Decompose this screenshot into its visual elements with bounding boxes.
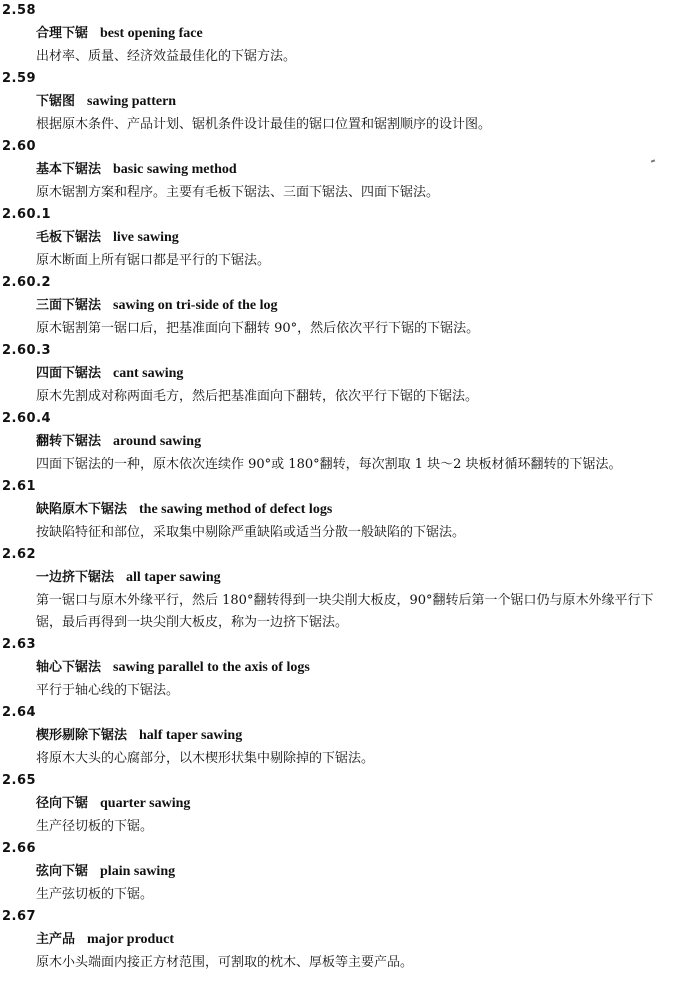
term-entry (0, 476, 678, 544)
term-chinese: 毛板下锯法 (36, 230, 102, 245)
term-definition: 平行于轴心线的下锯法。 (36, 683, 180, 698)
term-definition: 根据原木条件、产品计划、锯机条件设计最佳的锯口位置和锯割顺序的设计图。 (36, 117, 492, 132)
term-chinese: 翻转下锯法 (36, 434, 102, 449)
term-number: 2.60.1 (2, 207, 52, 222)
term-entry (0, 408, 678, 476)
term-chinese: 缺陷原木下锯法 (36, 502, 128, 517)
term-entry (0, 906, 678, 974)
term-heading (36, 294, 678, 318)
term-number: 2.60.4 (2, 411, 52, 426)
term-chinese: 一边挤下锯法 (36, 570, 115, 585)
term-heading (36, 226, 678, 250)
term-heading (36, 90, 678, 114)
term-english: half taper sawing (139, 728, 243, 743)
term-entry (0, 544, 678, 634)
term-chinese: 三面下锯法 (36, 298, 102, 313)
term-english: around sawing (113, 434, 202, 449)
term-definition: 原木小头端面内接正方材范围，可割取的枕木、厚板等主要产品。 (36, 955, 414, 970)
term-chinese: 四面下锯法 (36, 366, 102, 381)
term-heading (36, 566, 678, 590)
term-english: best opening face (100, 26, 203, 41)
term-heading (36, 362, 678, 386)
term-heading (36, 928, 678, 952)
term-english: quarter sawing (100, 796, 191, 811)
term-entry (0, 770, 678, 838)
term-number: 2.60.2 (2, 275, 52, 290)
term-heading (36, 656, 678, 680)
term-definition: 原木锯割方案和程序。主要有毛板下锯法、三面下锯法、四面下锯法。 (36, 185, 440, 200)
term-definition: 按缺陷特征和部位，采取集中剔除严重缺陷或适当分散一般缺陷的下锯法。 (36, 525, 466, 540)
term-english: sawing parallel to the axis of logs (113, 660, 310, 675)
term-number: 2.58 (2, 3, 37, 18)
term-english: major product (87, 932, 174, 947)
term-english: basic sawing method (113, 162, 237, 177)
term-definition: 原木锯割第一锯口后，把基准面向下翻转 90°，然后依次平行下锯的下锯法。 (36, 321, 480, 336)
term-number: 2.62 (2, 547, 37, 562)
term-number: 2.63 (2, 637, 37, 652)
term-definition: 原木先割成对称两面毛方，然后把基准面向下翻转，依次平行下锯的下锯法。 (36, 389, 479, 404)
term-entry (0, 0, 678, 68)
term-entry (0, 702, 678, 770)
term-heading (36, 430, 678, 454)
term-number: 2.60 (2, 139, 37, 154)
term-definition: 四面下锯法的一种，原木依次连续作 90°或 180°翻转，每次割取 1 块～2 块板材循环翻转的下锯法。 (36, 457, 622, 472)
term-english: plain sawing (100, 864, 176, 879)
term-entry (0, 136, 678, 204)
term-entry (0, 272, 678, 340)
term-heading (36, 860, 678, 884)
term-heading (36, 724, 678, 748)
term-english: cant sawing (113, 366, 184, 381)
term-chinese: 楔形剔除下锯法 (36, 728, 128, 743)
term-chinese: 弦向下锯 (36, 864, 89, 879)
term-english: sawing pattern (87, 94, 177, 109)
term-definition: 生产径切板的下锯。 (36, 819, 154, 834)
term-heading (36, 498, 678, 522)
term-number: 2.59 (2, 71, 37, 86)
term-entry (0, 634, 678, 702)
term-entry (0, 204, 678, 272)
term-number: 2.65 (2, 773, 37, 788)
term-definition: 第一锯口与原木外缘平行，然后 180°翻转得到一块尖削大板皮，90°翻转后第一个锯口仍与原木外缘平行下锯，最后再得到一块尖削大板皮，称为一边挤下锯法。 (36, 593, 654, 630)
term-definition: 原木断面上所有锯口都是平行的下锯法。 (36, 253, 271, 268)
term-chinese: 合理下锯 (36, 26, 89, 41)
term-entry (0, 838, 678, 906)
term-number: 2.61 (2, 479, 37, 494)
term-chinese: 轴心下锯法 (36, 660, 102, 675)
term-definition: 生产弦切板的下锯。 (36, 887, 154, 902)
term-entry (0, 68, 678, 136)
term-definition: 将原木大头的心腐部分，以木楔形状集中剔除掉的下锯法。 (36, 751, 375, 766)
term-english: sawing on tri-side of the log (113, 298, 278, 313)
term-number: 2.67 (2, 909, 37, 924)
term-heading (36, 158, 678, 182)
term-chinese: 下锯图 (36, 94, 76, 109)
term-entry (0, 340, 678, 408)
term-number: 2.64 (2, 705, 37, 720)
term-english: live sawing (113, 230, 179, 245)
term-chinese: 基本下锯法 (36, 162, 102, 177)
term-heading (36, 792, 678, 816)
term-number: 2.66 (2, 841, 37, 856)
term-definition: 出材率、质量、经济效益最佳化的下锯方法。 (36, 49, 297, 64)
term-heading (36, 22, 678, 46)
term-number: 2.60.3 (2, 343, 52, 358)
term-chinese: 径向下锯 (36, 796, 89, 811)
term-english: all taper sawing (126, 570, 221, 585)
term-chinese: 主产品 (36, 932, 76, 947)
term-english: the sawing method of defect logs (139, 502, 333, 517)
